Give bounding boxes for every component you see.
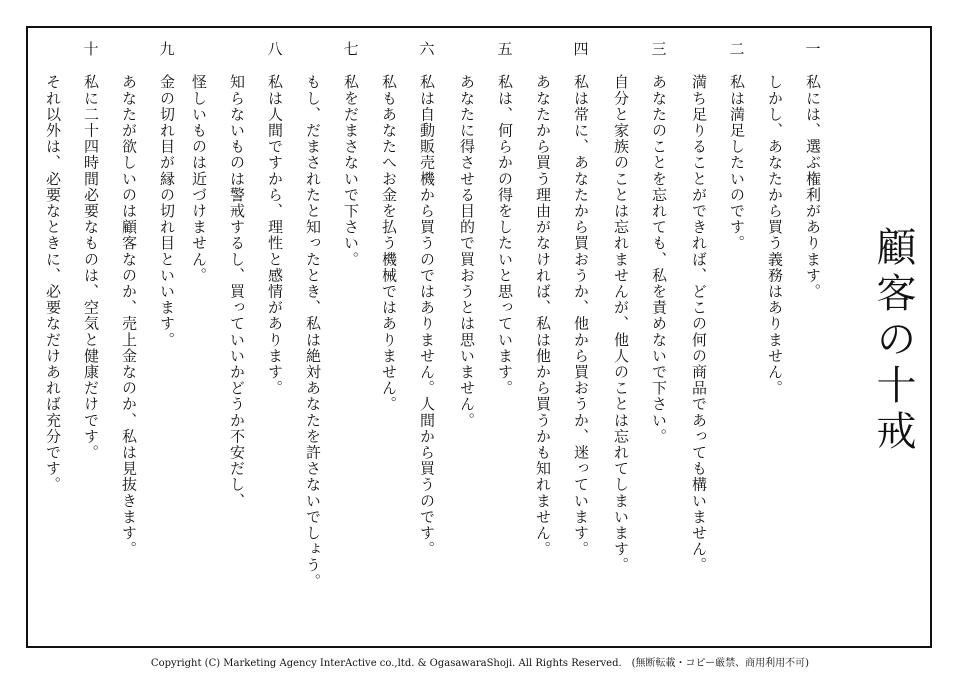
article-text — [370, 74, 446, 634]
article-line: 金の切れ目が縁の切れ目といいます。 — [158, 74, 176, 348]
article-number: 六 — [419, 40, 435, 58]
article-line: 私には、選ぶ権利があります。 — [804, 74, 822, 300]
article-number: 二 — [729, 40, 745, 58]
article-text — [294, 74, 370, 634]
article-text — [524, 74, 600, 634]
article-number: 一 — [805, 40, 821, 58]
article-line: 自分と家族のことは忘れませんが、他人のことは忘れてしまいます。 — [612, 74, 630, 574]
article-number: 九 — [159, 40, 175, 58]
article-line: あなたが欲しいのは顧客なのか、売上金なのか、私は見抜きます。 — [120, 74, 138, 557]
article-text — [448, 74, 524, 634]
article-number: 四 — [573, 40, 589, 58]
article-9 — [106, 40, 186, 640]
article-text — [110, 74, 186, 634]
article-line: 私は、何らかの得をしたいと思っています。 — [496, 74, 514, 396]
article-10 — [30, 40, 110, 640]
page-title: 顧客の十戒 — [870, 226, 916, 456]
article-line: 私をだまさないで下さい。 — [342, 74, 360, 268]
article-line: 私は自動販売機から買うのではありません。人間から買うのです。 — [418, 74, 436, 557]
article-1 — [752, 40, 832, 640]
article-line: あなたのことを忘れても、私を責めないで下さい。 — [650, 74, 668, 445]
article-number: 七 — [343, 40, 359, 58]
article-text — [180, 74, 294, 634]
article-7 — [290, 40, 370, 640]
article-line: 満ち足りることができれば、どこの何の商品であっても構いません。 — [690, 74, 708, 574]
article-text — [680, 74, 756, 634]
article-number: 五 — [497, 40, 513, 58]
article-text — [602, 74, 678, 634]
article-number: 十 — [83, 40, 99, 58]
article-4 — [520, 40, 600, 640]
article-line: しかし、あなたから買う義務はありません。 — [766, 74, 784, 396]
article-text — [34, 74, 110, 634]
article-line: 私もあなたへお金を払う機械ではありません。 — [380, 74, 398, 413]
article-line: あなたから買う理由がなければ、私は他から買うかも知れません。 — [534, 74, 552, 557]
article-line: 怪しいものは近づけません。 — [190, 74, 208, 284]
article-text — [756, 74, 832, 634]
article-line: もし、だまされたと知ったとき、私は絶対あなたを許さないでしょう。 — [304, 74, 322, 590]
article-line: あなたに得させる目的で買おうとは思いません。 — [458, 74, 476, 429]
copyright-notice: Copyright (C) Marketing Agency InterActive co.,ltd. & OgasawaraShoji. All Rights Reserved. (無断転載・コピー厳禁、商用利用不可) — [150, 658, 810, 669]
article-number: 三 — [651, 40, 667, 58]
article-3 — [598, 40, 678, 640]
article-line: 知らないものは警戒するし、買っていいかどうか不安だし、 — [228, 74, 246, 509]
article-line: 私は常に、あなたから買おうか、他から買おうか、迷っています。 — [572, 74, 590, 557]
article-line: 私は満足したいのです。 — [728, 74, 746, 252]
article-2 — [676, 40, 756, 640]
article-line: 私に二十四時間必要なものは、空気と健康だけです。 — [82, 74, 100, 461]
article-8 — [190, 40, 294, 640]
article-line: それ以外は、必要なときに、必要なだけあれば充分です。 — [44, 74, 62, 493]
article-line: 私は人間ですから、理性と感情があります。 — [266, 74, 284, 396]
article-6 — [366, 40, 446, 640]
article-5 — [444, 40, 524, 640]
article-number: 八 — [267, 40, 283, 58]
